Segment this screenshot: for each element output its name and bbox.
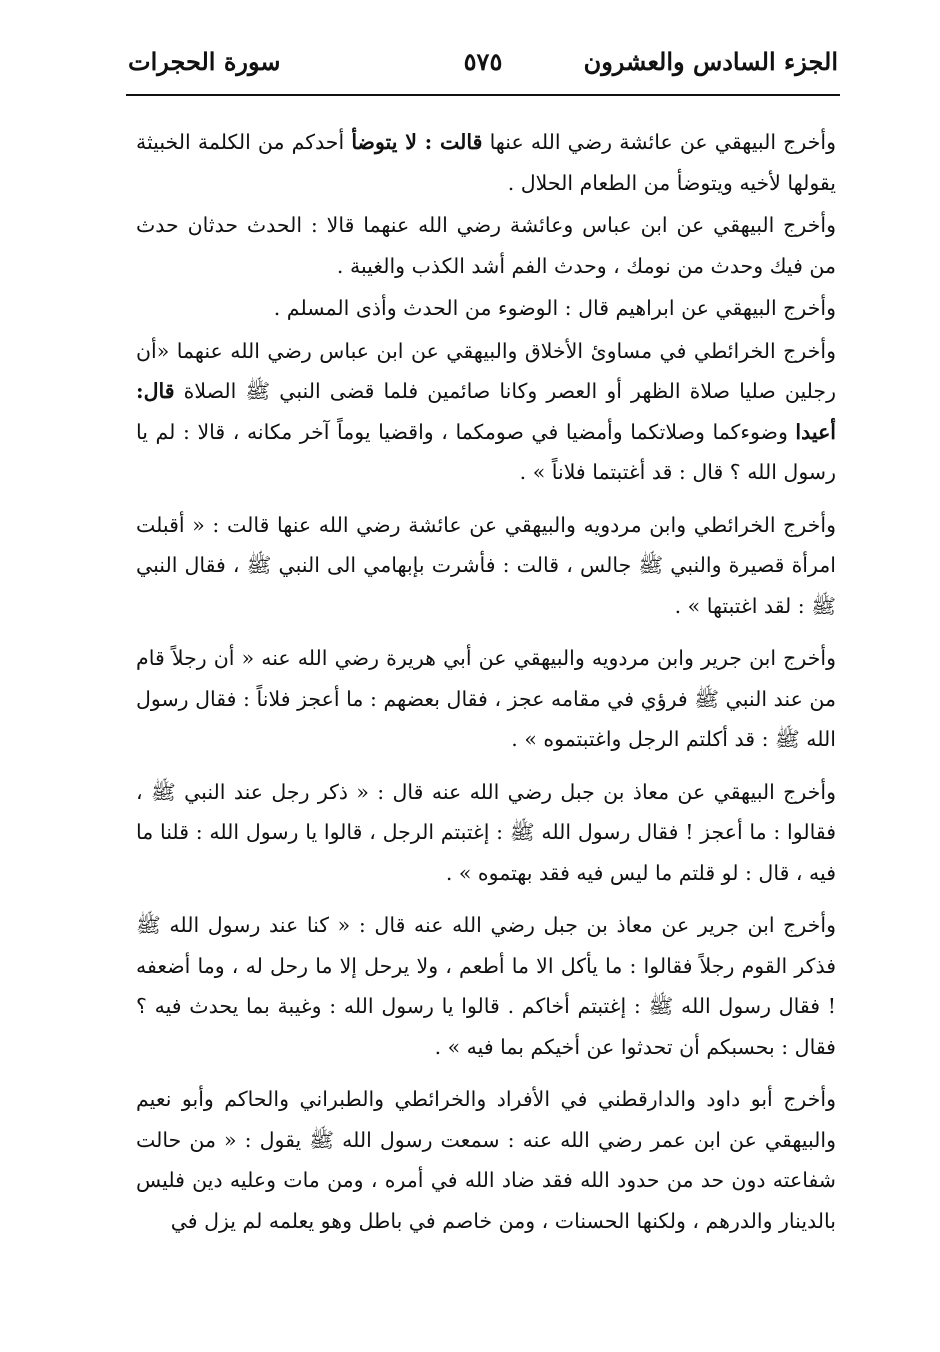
text: وأخرج ابن جرير عن معاذ بن جبل رضي الله عنه قال : « كنا عند رسول الله ﷺ فذكر القوم رجلاً فقالوا : ما يأكل الا ما أطعم ، ولا يرحل إلا ما رحل له ، وما أضعفه ! فقال رسول الله ﷺ : إغتبتم أخاكم . قالوا يا رسول الله : وغيبة بما يحدث فيه ؟ فقال : بحسبكم أن تحدثوا عن أخيكم بما فيه » . [136,913,836,1059]
paragraph-8 [136,905,836,1067]
text: وأخرج البيهقي عن ابن عباس وعائشة رضي الله عنهما قالا : الحدث حدثان حدث من فيك وحدث من نومك ، وحدث الفم أشد الكذب والغيبة . [136,213,836,278]
page-body [136,122,836,1253]
text: وضوءكما وصلاتكما وأمضيا في صومكما ، واقضيا يوماً آخر مكانه ، قالا : لم يا رسول الله ؟ قال : قد أغتبتما فلاناً » . [136,419,836,484]
header-rule [126,94,840,96]
paragraph-4 [136,331,836,493]
page-header [128,30,838,92]
text: وأخرج البيهقي عن عائشة رضي الله عنها [482,130,836,154]
text: وأخرج البيهقي عن معاذ بن جبل رضي الله عنه قال : « ذكر رجل عند النبي ﷺ ، فقالوا : ما أعجز ! فقال رسول الله ﷺ : إغتبتم الرجل ، قالوا يا رسول الله : قلنا ما فيه ، قال : لو قلتم ما ليس فيه فقد بهتموه » . [136,779,836,885]
surah-title: سورة الحجرات [128,46,281,76]
page-number: ٥٧٥ [463,46,503,76]
text: أحدكم من الكلمة الخبيثة يقولها لأخيه ويتوضأ من الطعام الحلال . [136,130,836,195]
text: وأخرج البيهقي عن ابراهيم قال : الوضوء من الحدث وأذى المسلم . [273,296,836,320]
paragraph-7 [136,772,836,894]
text: وأخرج الخرائطي في مساوئ الأخلاق والبيهقي عن ابن عباس رضي الله عنهما «أن رجلين صليا صلاة الظهر أو العصر وكانا صائمين فلما قضى النبي ﷺ الصلاة [136,338,836,403]
part-title: الجزء السادس والعشرون [583,46,838,76]
paragraph-5 [136,505,836,627]
paragraph-9 [136,1079,836,1241]
paragraph-2 [136,205,836,286]
text: وأخرج الخرائطي وابن مردويه والبيهقي عن عائشة رضي الله عنها قالت : « أقبلت امرأة قصيرة والنبي ﷺ جالس ، قالت : فأشرت بإبهامي الى النبي ﷺ ، فقال النبي ﷺ : لقد اغتبتها » . [136,512,836,618]
text: وأخرج ابن جرير وابن مردويه والبيهقي عن أبي هريرة رضي الله عنه « أن رجلاً قام من عند النبي ﷺ فرؤي في مقامه عجز ، فقال بعضهم : ما أعجز فلاناً : فقال رسول الله ﷺ : قد أكلتم الرجل واغتبتموه » . [136,646,836,751]
paragraph-1 [136,122,836,203]
bold-text: قال: أعيدا [136,379,836,444]
bold-text: قالت : لا يتوضأ [351,130,483,154]
paragraph-3 [136,288,836,329]
text: وأخرج أبو داود والدارقطني في الأفراد والخرائطي والطبراني والحاكم وأبو نعيم والبيهقي عن ابن عمر رضي الله عنه : سمعت رسول الله ﷺ يقول : « من حالت شفاعته دون حد من حدود الله فقد ضاد الله في أمره ، ومن مات وعليه دين فليس بالدينار والدرهم ، ولكنها الحسنات ، ومن خاصم في باطل وهو يعلمه لم يزل في [136,1087,836,1233]
paragraph-6 [136,638,836,760]
